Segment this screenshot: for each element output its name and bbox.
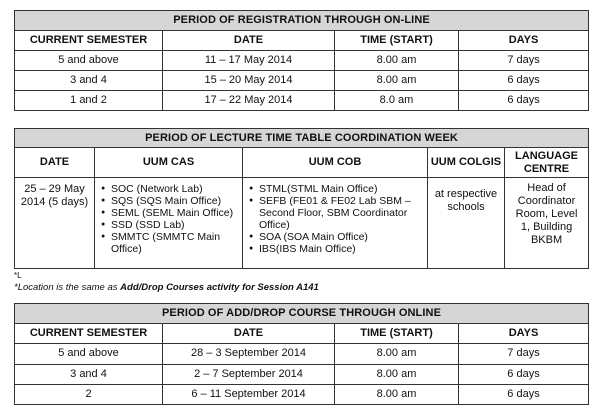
time-cell: 8.00 am [335, 51, 459, 71]
header-uum-cas: UUM CAS [95, 148, 243, 178]
header-current-semester: CURRENT SEMESTER [15, 324, 163, 344]
days-cell: 6 days [459, 71, 589, 91]
list-item: ● SMMTC (SMMTC Main Office) [101, 231, 242, 255]
time-cell: 8.00 am [335, 384, 459, 404]
registration-title: PERIOD OF REGISTRATION THROUGH ON-LINE [15, 11, 589, 31]
header-days: DAYS [459, 324, 589, 344]
semester-cell: 5 and above [15, 344, 163, 364]
list-item: ● SSD (SSD Lab) [101, 219, 242, 231]
add-drop-table [14, 303, 589, 405]
header-language-centre: LANGUAGE CENTRE [505, 148, 589, 178]
language-centre-cell: Head of Coordinator Room, Level 1, Building BKBM [505, 178, 589, 269]
list-item: ● SEFB (FE01 & FE02 Lab SBM – Second Floor, SBM Coordinator Office) [249, 195, 427, 231]
table-row [15, 384, 589, 404]
date-cell: 2 – 7 September 2014 [163, 364, 335, 384]
list-item: ● SOA (SOA Main Office) [249, 231, 427, 243]
header-time-start: TIME (START) [335, 324, 459, 344]
date-cell: 6 – 11 September 2014 [163, 384, 335, 404]
header-time-start: TIME (START) [335, 31, 459, 51]
days-cell: 7 days [459, 51, 589, 71]
date-cell: 11 – 17 May 2014 [163, 51, 335, 71]
colgis-cell: at respective schools [428, 178, 505, 269]
header-uum-cob: UUM COB [243, 148, 428, 178]
list-item: ● SEML (SEML Main Office) [101, 207, 242, 219]
cob-list [243, 183, 427, 255]
semester-cell: 2 [15, 384, 163, 404]
location-note [14, 282, 319, 293]
list-item: ● STML(STML Main Office) [249, 183, 427, 195]
note-prefix: *Location is the same as [14, 282, 121, 293]
header-date: DATE [163, 324, 335, 344]
header-days: DAYS [459, 31, 589, 51]
days-cell: 6 days [459, 364, 589, 384]
date-cell: 28 – 3 September 2014 [163, 344, 335, 364]
coordination-date: 25 – 29 May 2014 (5 days) [15, 178, 95, 269]
date-cell: 17 – 22 May 2014 [163, 91, 335, 111]
days-cell: 7 days [459, 344, 589, 364]
header-date: DATE [15, 148, 95, 178]
note-highlight: Add/Drop Courses activity for Session A141 [120, 282, 319, 293]
time-cell: 8.00 am [335, 364, 459, 384]
list-item: ● IBS(IBS Main Office) [249, 243, 427, 255]
table-row [15, 178, 589, 269]
time-cell: 8.00 am [335, 344, 459, 364]
cas-list-cell [95, 178, 243, 269]
table-row [15, 71, 589, 91]
days-cell: 6 days [459, 384, 589, 404]
table-row [15, 364, 589, 384]
cas-list [95, 183, 242, 255]
semester-cell: 5 and above [15, 51, 163, 71]
time-cell: 8.00 am [335, 71, 459, 91]
header-uum-colgis: UUM COLGIS [428, 148, 505, 178]
table-row [15, 91, 589, 111]
date-cell: 15 – 20 May 2014 [163, 71, 335, 91]
list-item: ● SOC (Network Lab) [101, 183, 242, 195]
table-row [15, 51, 589, 71]
list-item: ● SQS (SQS Main Office) [101, 195, 242, 207]
semester-cell: 3 and 4 [15, 364, 163, 384]
header-current-semester: CURRENT SEMESTER [15, 31, 163, 51]
note-mark: *L [14, 271, 22, 280]
coordination-table [14, 128, 589, 269]
table-row [15, 344, 589, 364]
registration-table [14, 10, 589, 111]
semester-cell: 1 and 2 [15, 91, 163, 111]
cob-list-cell [243, 178, 428, 269]
add-drop-title: PERIOD OF ADD/DROP COURSE THROUGH ONLINE [15, 304, 589, 324]
header-date: DATE [163, 31, 335, 51]
days-cell: 6 days [459, 91, 589, 111]
semester-cell: 3 and 4 [15, 71, 163, 91]
time-cell: 8.0 am [335, 91, 459, 111]
coordination-title: PERIOD OF LECTURE TIME TABLE COORDINATION WEEK [15, 129, 589, 148]
